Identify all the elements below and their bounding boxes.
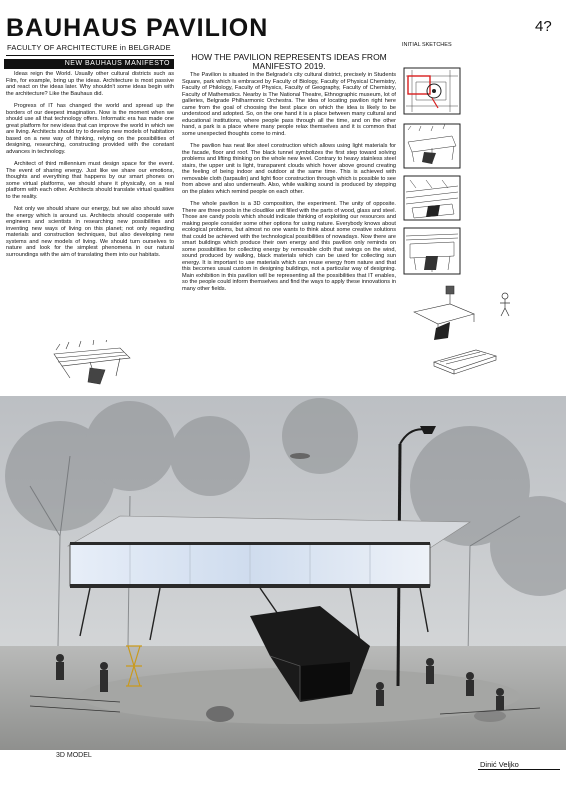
page-subtitle: FACULTY OF ARCHITECTURE in BELGRADE — [7, 43, 171, 52]
sketch-perspective-1 — [402, 122, 462, 170]
sketch-structure — [410, 282, 480, 342]
manifesto-paragraph: Progress of IT has changed the world and spread up the borders of our deepest imagination. Now is the moment when we should use all that technology offers. Informatic era has made one great platform for new ideas that can improve the world in which we are living. Architects should try to develop new models of habitation based on a new way of thinking, relying on the possibilities of designing, researching, constructing provided with the constant advances in technology. — [6, 103, 174, 155]
manifesto-paragraph: Not only we should share our energy, but we also should save the energy which is around us. Architects should cooperate with engineers and scientists in researching new possibilities and inventing new ways of living on this planet; not only regarding materials and construction techniques, but also developing new systems and new models of living. We should turn ourselves to nature and look for the simplest phenomena in our natural surroundings with the aim of translating them into our habitats. — [6, 206, 174, 258]
sketch-site-plan — [402, 66, 462, 118]
sketch-perspective-2 — [402, 174, 462, 222]
sketch-figure — [498, 292, 512, 318]
manifesto-paragraph: Ideas reign the World. Usually other cultural districts such as Film, for example, bring up the ideas. Architecture is most passive and react on the ideas later. Why shouldn't some ideas begin with the architecture? Like the Bauhaus did. — [6, 71, 174, 97]
title-divider — [6, 55, 174, 56]
pavilion-heading: HOW THE PAVILION REPRESENTS IDEAS FROM MANIFESTO 2019. — [191, 52, 387, 71]
author-divider — [478, 769, 560, 770]
page-title: BAUHAUS PAVILION — [6, 14, 269, 42]
pavilion-paragraph: The pavilion has neat like steel construction which allows using light materials for the facade, floor and roof. The black tunnel symbolizes the first step toward solving problems and lifting thinking on the whole new level. Contrary to heavy stainless steel stairs, the upper unit is light, transparent clouds which hover above ground creating the feeling of being indoor and outdoor at the same time. This is achieved with removable cloth (tarpaulin) and light floor construction through which is possible to see from above and also underneath. Also, while walking sound is produced by stepping on the plates which remind people on each other. — [182, 143, 396, 195]
manifesto-paragraph: Architect of third millennium must design space for the event. The event of sharing energy. Just like we share our emotions, thoughts and everything that happens by our smart phones on some virtual platforms, we should share it physically, on a real platform with each other. Architects should translate virtual qualities to the reality. — [6, 161, 174, 200]
sketch-platform — [430, 340, 500, 380]
author-name: Dinić Veljko — [480, 760, 519, 769]
manifesto-text — [6, 71, 174, 264]
sketches-label: INITIAL SKETCHES — [402, 42, 452, 48]
manifesto-label: NEW BAUHAUS MANIFESTO — [4, 59, 174, 69]
page-number: 4? — [535, 18, 552, 35]
sketch-perspective-3 — [402, 226, 462, 276]
pavilion-paragraph: The whole pavilion is a 3D composition, the experiment. The unity of opposite. There are three pools in the cloudlike unit filled with the parts of wood, glass and steel. Those are candy pools which should indicate thinking of exploiting our resources and making people consider some other options for using nature. Everybody knows about ecological problems, but almost no one wants to think about some creative solutions that could be achieved with the technological possibilities of nowadays. Now there are smart buildings which produce their own energy and this pavilion only reminds on some possibilities for collecting energy by removable cloth that swings on the wind, sound produced by walking, black materials which can be used for collecting sun energy. It is important to use materials which can reuse energy from nature and that this becomes usual custom in designing buildings, not a particular way of designing. Main exhibition in this pavilion will be representing all the possibilities that IT enables, so the people could inform themselves and find the ways to apply these innovations in many other fields. — [182, 201, 396, 292]
pavilion-paragraph: The Pavilion is situated in the Belgrade's city cultural district, precisely in Students Square, park which is embraced by Faculty of Biology, Faculty of Physical Chemistry, Faculty of Philology, Faculty of Physics, Faculty of Geography, Faculty of Chemistry, Faculty of Mathematics. Nearby is The National Theatre, Ethnographic museum, lot of galleries, Belgrade Philharmonic Orchestra. The idea of locating pavilion right here came from the goal of choosing the best place on which the idea is likely to be understood and adopted. So, on the one hand it is a place between many cultural and educational institutions, where people pass through all the time, and on the other hand, a park is a place where many people relax themselves and it is common that some unexpected thoughts come to mind. — [182, 72, 396, 137]
pavilion-text — [182, 72, 396, 298]
render-label: 3D MODEL — [56, 752, 92, 759]
pavilion-render — [0, 396, 566, 750]
manifesto-sketch — [50, 340, 135, 390]
